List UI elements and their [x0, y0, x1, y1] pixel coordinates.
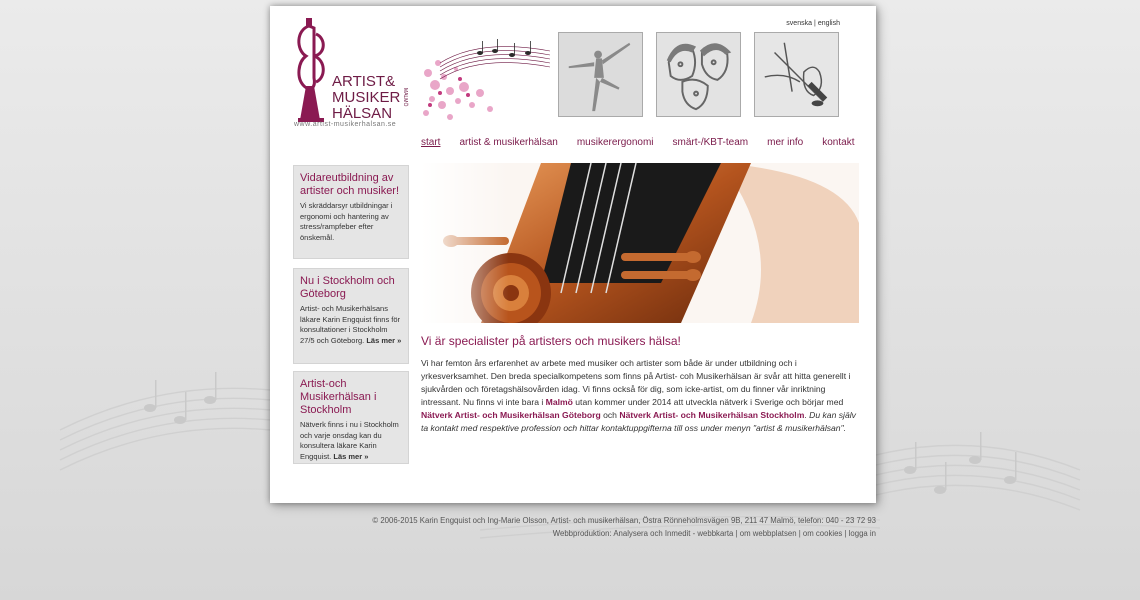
- hero-violin-image: [421, 163, 859, 323]
- nav-musikerergonomi[interactable]: musikerergonomi: [576, 137, 654, 148]
- ballet-dancer-image: [558, 32, 643, 117]
- music-notes-illustration: [420, 33, 555, 125]
- page-title: Vi är specialister på artisters och musikers hälsa!: [421, 334, 681, 348]
- sidebar-box-text: [300, 420, 402, 462]
- nav-artist-musikerhalsan[interactable]: artist & musikerhälsan: [459, 137, 558, 148]
- sidebar-box-text: [300, 201, 402, 243]
- footer-dash: -: [690, 529, 698, 538]
- page-container: [270, 6, 876, 503]
- footer-cookies-link[interactable]: om cookies: [802, 529, 843, 538]
- logo-url: www.artist-musikerhalsan.se: [294, 121, 397, 128]
- logo-line1: ARTIST&: [332, 73, 396, 90]
- malmo-link[interactable]: Malmö: [545, 397, 573, 407]
- sidebar-box-text: [300, 304, 402, 346]
- language-switcher: [786, 20, 840, 27]
- intro-p3: och: [600, 410, 620, 420]
- people-portrait-image: [656, 32, 741, 117]
- footer-copyright: © 2006-2015 Karin Engquist och Ing-Marie Olsson, Artist- och musikerhälsan, Östra Rönneholmsvägen 9B, 211 47 Malmö, telefon: 040 - 23 72 93: [372, 516, 876, 525]
- footer-pipe: |: [733, 529, 740, 538]
- sidebar-box-vidareutbildning[interactable]: [293, 165, 409, 259]
- intro-p4: .: [804, 410, 810, 420]
- logo-line2: MUSIKER: [332, 89, 401, 106]
- sidebar-box-title: Artist-och Musikerhälsan i Stockholm: [300, 378, 377, 416]
- read-more-link[interactable]: Läs mer »: [333, 451, 369, 461]
- logo[interactable]: [292, 16, 412, 132]
- sidebar-box-body: Vi skräddarsyr utbildningar i ergonomi och hantering av stress/rampfeber efter önskemål.: [300, 201, 393, 242]
- lang-svenska-link[interactable]: svenska: [786, 20, 812, 27]
- nav-start[interactable]: start: [421, 137, 441, 148]
- intro-text: [421, 357, 861, 435]
- logo-city: MALMÖ: [402, 88, 408, 107]
- logo-line3: HÄLSAN: [332, 105, 393, 122]
- footer-pipe: |: [796, 529, 803, 538]
- stockholm-network-link[interactable]: Nätverk Artist- och Musikerhälsan Stockholm: [619, 410, 805, 420]
- nav-smart-kbt-team[interactable]: smärt-/KBT-team: [672, 137, 749, 148]
- sidebar-box-stockholm-goteborg[interactable]: [293, 268, 409, 364]
- sidebar-box-stockholm-network[interactable]: [293, 371, 409, 464]
- footer-login-link[interactable]: logga in: [848, 529, 876, 538]
- footer-about-link[interactable]: om webbplatsen: [739, 529, 797, 538]
- nav-mer-info[interactable]: mer info: [767, 137, 804, 148]
- main-nav: [421, 137, 873, 148]
- lang-english-link[interactable]: english: [817, 20, 840, 27]
- sidebar-box-body: Nätverk finns i nu i Stockholm och varje onsdag kan du konsultera läkare Karin Engquist.: [300, 420, 399, 461]
- sidebar-box-body: Artist- och Musikerhälsans läkare Karin Engquist finns för konsultationer i Stockholm 27/5 och Göteborg.: [300, 304, 401, 345]
- footer: [372, 514, 876, 540]
- intro-p2: utan kommer under 2014 att utveckla nätverk i Sverige och börjar med: [572, 397, 844, 407]
- sidebar-box-title: Vidareutbildning av artister och musiker!: [300, 172, 400, 197]
- intro-p1: Vi har femton års erfarenhet av arbete med musiker och artister som både är under utbildning och i yrkesverksamhet. Den breda specialkompetens som finns på Artist- coh Musikerhälsan är svår att hitta generellt i sjukvården och företagshälsovården idag. Vi finns också för dig, som icke-artist, om du finner vår inriktning intressant. Nu finns vi inte bara i: [421, 358, 851, 407]
- footer-production-link[interactable]: Webbproduktion: Analysera och Inmedit: [552, 529, 691, 538]
- nav-kontakt[interactable]: kontakt: [822, 137, 855, 148]
- footer-links: [372, 527, 876, 540]
- goteborg-network-link[interactable]: Nätverk Artist- och Musikerhälsan Göteborg: [421, 410, 601, 420]
- footer-pipe: |: [842, 529, 849, 538]
- sidebar-box-title: Nu i Stockholm och Göteborg: [300, 275, 395, 300]
- intro-italic: Du kan själv ta kontakt med respektive profession och hittar kontaktuppgifterna till oss under menyn "artist & musikerhälsan".: [421, 410, 856, 433]
- cellist-image: [754, 32, 839, 117]
- read-more-link[interactable]: Läs mer »: [366, 335, 402, 345]
- lang-separator: |: [813, 20, 816, 27]
- footer-sitemap-link[interactable]: webbkarta: [697, 529, 734, 538]
